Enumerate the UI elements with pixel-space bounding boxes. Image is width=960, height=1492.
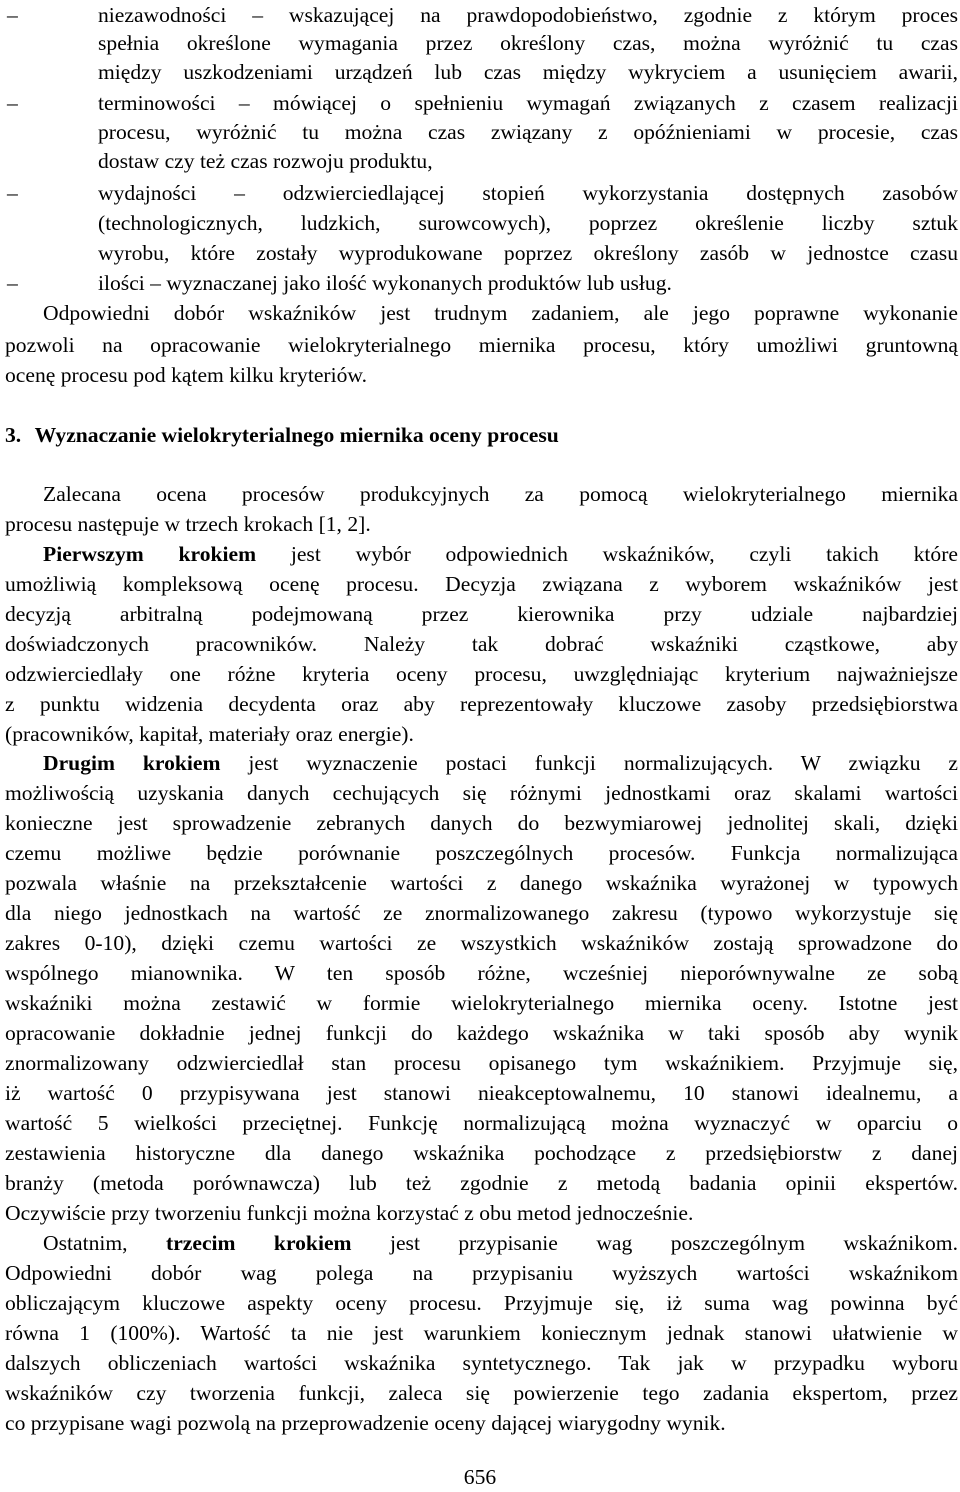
text-line [43, 748, 958, 778]
section-number: 3. [5, 423, 22, 447]
text-line: procesu następuje w trzech krokach [1, 2]. [5, 512, 371, 536]
step-2-label: Drugim krokiem [43, 751, 221, 775]
text-run: jest wyznaczenie postaci funkcji normalizujących. W związku z [220, 751, 958, 775]
text-line: procesu, wyróżnić tu można czas związany z opóźnieniami w procesie, czas [98, 120, 958, 144]
text-line: co przypisane wagi pozwolą na przeprowadzenie oceny dającej wiarygodny wynik. [5, 1411, 726, 1435]
text-line: wspólnego mianownika. W ten sposób różne, wcześniej nieporównywalne ze sobą [5, 961, 958, 985]
text-line: konieczne jest sprowadzenie zebranych danych do bezwymiarowej jednolitej skali, dzięki [5, 811, 958, 835]
text-line: dostaw czy też czas rozwoju produktu, [98, 149, 433, 173]
bullet-dash: – [7, 91, 18, 115]
text-line: możliwością uzyskania danych cechujących się różnymi jednostkami oraz skalami wartości [5, 781, 958, 805]
text-run: jest przypisanie wag poszczególnym wskaźnikom. [351, 1231, 958, 1255]
text-line: między uszkodzeniami urządzeń lub czas między wykryciem a usunięciem awarii, [98, 60, 958, 84]
bullet-dash: – [7, 271, 18, 295]
bullet-dash: – [7, 3, 18, 27]
bullet-dash: – [7, 181, 18, 205]
text-line: wydajności – odzwierciedlającej stopień wykorzystania dostępnych zasobów [98, 181, 958, 205]
text-line: znormalizowany odzwierciedlał stan procesu opisanego tym wskaźnikiem. Przyjmuje się, [5, 1051, 958, 1075]
step-1-label: Pierwszym krokiem [43, 542, 257, 566]
step-3-label: trzecim krokiem [166, 1231, 352, 1255]
text-line: ilości – wyznaczanej jako ilość wykonanych produktów lub usług. [98, 271, 672, 295]
text-line: wskaźników czy tworzenia funkcji, zaleca się powierzenie tego zadania ekspertom, przez [5, 1381, 958, 1405]
text-line: Oczywiście przy tworzeniu funkcji można korzystać z obu metod jednocześnie. [5, 1201, 694, 1225]
text-line: wskaźniki można zestawić w formie wielokryterialnego miernika oceny. Istotne jest [5, 991, 958, 1015]
text-line: z punktu widzenia decydenta oraz aby reprezentowały kluczowe zasoby przedsiębiorstwa [5, 692, 958, 716]
text-line: pozwala właśnie na przekształcenie wartości z danego wskaźnika wyrażonej w typowych [5, 871, 958, 895]
text-line: ocenę procesu pod kątem kilku kryteriów. [5, 363, 367, 387]
text-line: odzwierciedlały one różne kryteria oceny procesu, uwzględniając kryterium najważniejsze [5, 662, 958, 686]
text-line: decyzją arbitralną podejmowaną przez kierownika przy udziale najbardziej [5, 602, 958, 626]
section-heading [5, 420, 958, 450]
section-title: Wyznaczanie wielokryterialnego miernika oceny procesu [34, 423, 559, 447]
text-line: równa 1 (100%). Wartość ta nie jest warunkiem koniecznym jednak stanowi ułatwienie w [5, 1321, 958, 1345]
text-line [43, 539, 958, 569]
text-line: umożliwią kompleksową ocenę procesu. Decyzja związana z wyborem wskaźników jest [5, 572, 958, 596]
text-line: obliczającym kluczowe aspekty oceny procesu. Przyjmuje się, iż suma wag powinna być [5, 1291, 958, 1315]
text-line: doświadczonych pracowników. Należy tak dobrać wskaźniki cząstkowe, aby [5, 632, 958, 656]
text-line: wyrobu, które zostały wyprodukowane poprzez określony zasób w jednostce czasu [98, 241, 958, 265]
text-line: pozwoli na opracowanie wielokryterialnego miernika procesu, który umożliwi gruntowną [5, 333, 958, 357]
text-line: (technologicznych, ludzkich, surowcowych), poprzez określenie liczby sztuk [98, 211, 958, 235]
text-line: zakres 0-10), dzięki czemu wartości ze wszystkich wskaźników zostają sprowadzone do [5, 931, 958, 955]
text-line: dla niego jednostkach na wartość ze znormalizowanego zakresu (typowo wykorzystuje się [5, 901, 958, 925]
text-line: zestawienia historyczne dla danego wskaźnika pochodzące z przedsiębiorstw z danej [5, 1141, 958, 1165]
text-line: Zalecana ocena procesów produkcyjnych za pomocą wielokryterialnego miernika [43, 482, 958, 506]
text-line: (pracowników, kapitał, materiały oraz energie). [5, 722, 414, 746]
text-line: Odpowiedni dobór wag polega na przypisaniu wyższych wartości wskaźnikom [5, 1261, 958, 1285]
text-line: spełnia określone wymagania przez określony czas, można wyróżnić tu czas [98, 31, 958, 55]
text-run: jest wybór odpowiednich wskaźników, czyli takich które [256, 542, 958, 566]
text-line: dalszych obliczeniach wartości wskaźnika syntetycznego. Tak jak w przypadku wyboru [5, 1351, 958, 1375]
text-line: Odpowiedni dobór wskaźników jest trudnym zadaniem, ale jego poprawne wykonanie [43, 301, 958, 325]
text-line: czemu możliwe będzie porównanie poszczególnych procesów. Funkcja normalizująca [5, 841, 958, 865]
text-line: terminowości – mówiącej o spełnieniu wymagań związanych z czasem realizacji [98, 91, 958, 115]
text-line: iż wartość 0 przypisywana jest stanowi nieakceptowalnemu, 10 stanowi idealnemu, a [5, 1081, 958, 1105]
text-run: Ostatnim, [43, 1231, 166, 1255]
page-number: 656 [463, 1465, 497, 1489]
text-line: niezawodności – wskazującej na prawdopodobieństwo, zgodnie z którym proces [98, 3, 958, 27]
text-line: branży (metoda porównawcza) lub też zgodnie z metodą badania opinii ekspertów. [5, 1171, 958, 1195]
text-line: opracowanie dokładnie jednej funkcji do każdego wskaźnika w taki sposób aby wynik [5, 1021, 958, 1045]
text-line: wartość 5 wielkości przeciętnej. Funkcję normalizującą można wyznaczyć w oparciu o [5, 1111, 958, 1135]
text-line [43, 1228, 958, 1258]
